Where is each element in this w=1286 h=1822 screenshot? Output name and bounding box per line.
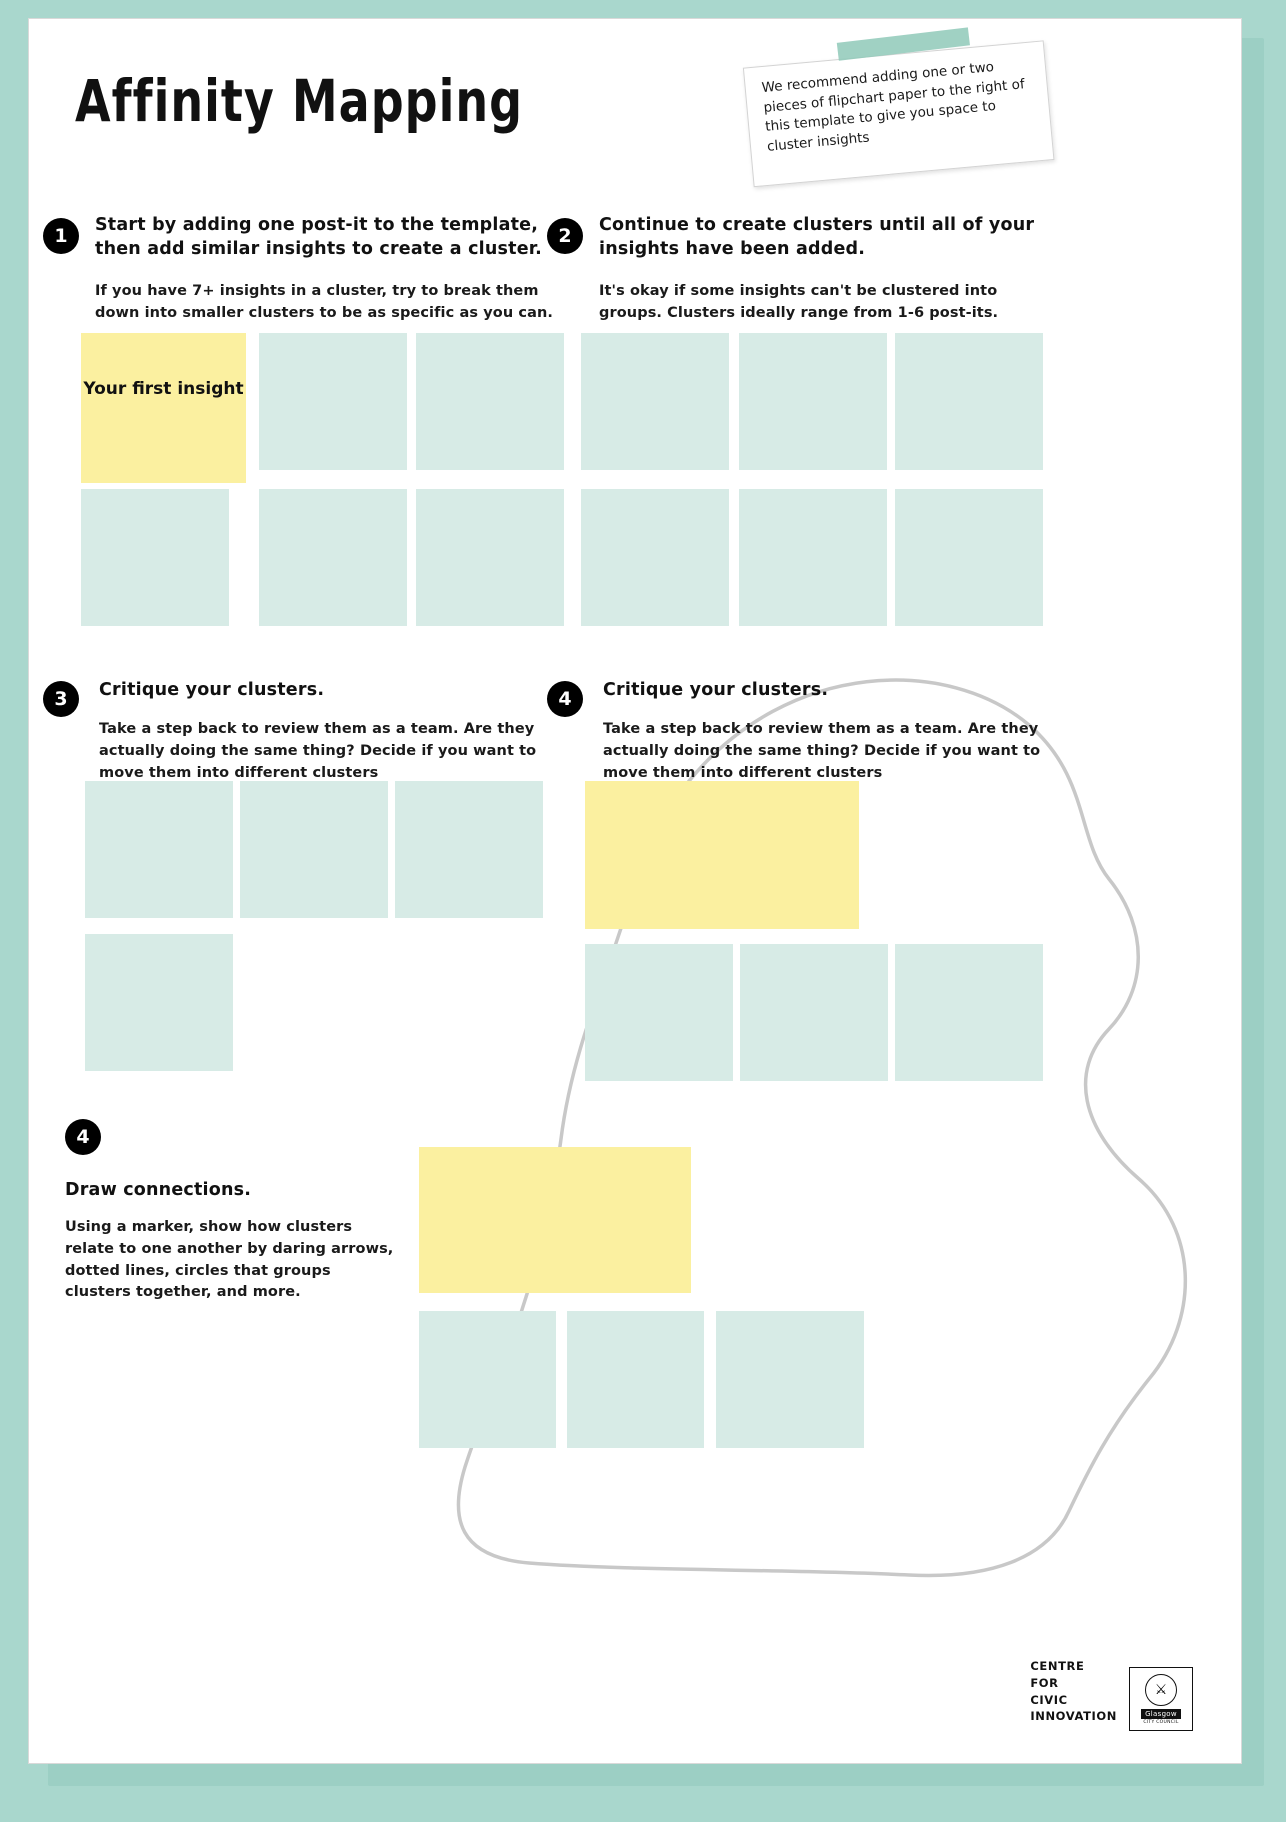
step-2-badge: 2 [547,218,583,254]
footer-line-3: CIVIC [1030,1692,1068,1707]
step-5-heading: Draw connections. [65,1180,252,1200]
postit-connections-highlight[interactable] [419,1147,691,1293]
logo-subtitle: CITY COUNCIL [1143,1719,1179,1725]
step-2-heading: Continue to create clusters until all of your insights have been added. [599,215,1035,259]
step-3-subtext: Take a step back to review them as a team. Are they actually doing the same thing? Decide if you want to move them into different clusters [99,721,537,781]
step-4-subtext: Take a step back to review them as a team. Are they actually doing the same thing? Decide if you want to move them into different clusters [603,721,1041,781]
footer-line-4: INNOVATION [1030,1709,1117,1724]
postit[interactable] [240,781,388,918]
note-card [743,40,1055,187]
footer-brand-text [1030,1658,1117,1725]
step-3-heading: Critique your clusters. [99,680,325,700]
postit[interactable] [259,489,407,626]
crest-icon: ⚔ [1145,1674,1177,1706]
postit[interactable] [739,333,887,470]
postit[interactable] [739,489,887,626]
postit[interactable] [895,944,1043,1081]
step-4-heading: Critique your clusters. [603,680,829,700]
note-text: We recommend adding one or two pieces of flipchart paper to the right of this template to give you space to cluster insights [761,58,1026,155]
step-3-badge: 3 [43,681,79,717]
postit[interactable] [581,489,729,626]
step-1-badge: 1 [43,218,79,254]
glasgow-city-council-logo [1129,1667,1193,1731]
postit-first-insight-label: Your first insight [83,379,244,399]
postit[interactable] [259,333,407,470]
logo-name: Glasgow [1141,1709,1181,1719]
postit[interactable] [395,781,543,918]
postit[interactable] [567,1311,704,1448]
recommendation-note [741,18,1073,195]
step-1-subtext: If you have 7+ insights in a cluster, try to break them down into smaller clusters to be as specific as you can. [95,283,554,321]
postit[interactable] [85,781,233,918]
postit-cluster-highlight[interactable] [585,781,859,929]
step-4-badge: 4 [547,681,583,717]
postit[interactable] [419,1311,556,1448]
postit-first-insight[interactable] [81,333,246,483]
step-2-subtext: It's okay if some insights can't be clustered into groups. Clusters ideally range from 1-6 post-its. [599,283,999,321]
postit[interactable] [81,489,229,626]
postit[interactable] [895,333,1043,470]
step-1-heading: Start by adding one post-it to the template, then add similar insights to create a cluster. [95,215,542,259]
page-title: Affinity Mapping [75,67,524,135]
postit[interactable] [585,944,733,1081]
postit[interactable] [740,944,888,1081]
footer-line-2: FOR [1030,1675,1059,1690]
step-5-badge: 4 [65,1119,101,1155]
footer-line-1: CENTRE [1030,1659,1085,1674]
postit[interactable] [716,1311,864,1448]
postit[interactable] [416,489,564,626]
worksheet-sheet [28,18,1242,1764]
postit[interactable] [416,333,564,470]
step-5-subtext: Using a marker, show how clusters relate to one another by daring arrows, dotted lines, circles that groups clusters together, and more. [65,1219,394,1301]
postit[interactable] [581,333,729,470]
postit[interactable] [895,489,1043,626]
postit[interactable] [85,934,233,1071]
